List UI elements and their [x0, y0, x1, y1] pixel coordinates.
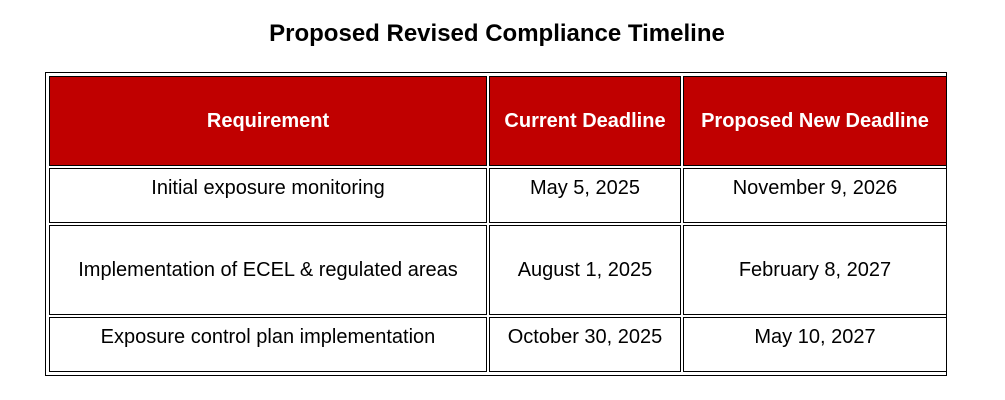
requirement-cell: Initial exposure monitoring: [49, 168, 487, 223]
proposed-deadline-cell: November 9, 2026: [683, 168, 947, 223]
proposed-deadline-cell: February 8, 2027: [683, 225, 947, 315]
current-deadline-cell: August 1, 2025: [489, 225, 681, 315]
requirement-cell: Implementation of ECEL & regulated areas: [49, 225, 487, 315]
proposed-deadline-cell: May 10, 2027: [683, 317, 947, 372]
table-row: [49, 168, 947, 223]
table-row: [49, 225, 947, 315]
table-header-row: [49, 76, 947, 166]
current-deadline-cell: October 30, 2025: [489, 317, 681, 372]
header-proposed-new-deadline: Proposed New Deadline: [683, 76, 947, 166]
current-deadline-cell: May 5, 2025: [489, 168, 681, 223]
compliance-timeline-table: [45, 72, 947, 376]
header-current-deadline: Current Deadline: [489, 76, 681, 166]
timeline-table: [47, 74, 949, 374]
requirement-cell: Exposure control plan implementation: [49, 317, 487, 372]
header-requirement: Requirement: [49, 76, 487, 166]
table-row: [49, 317, 947, 372]
page-title: Proposed Revised Compliance Timeline: [269, 20, 725, 47]
